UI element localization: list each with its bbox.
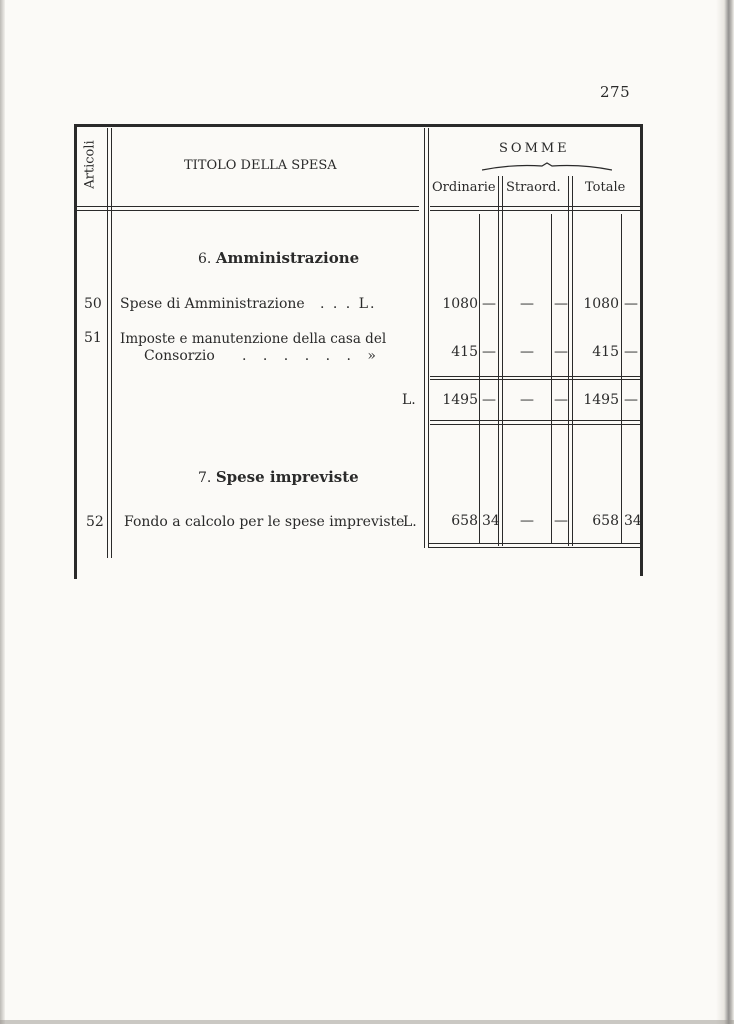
subtotal-straord: — [520,392,534,408]
page-edge-right [716,0,734,1024]
expense-title-line2: Consorzio [144,348,215,364]
table-top-rule [74,124,642,127]
section-number: 6. [198,251,212,267]
leader-dots: . . . L. [320,296,377,312]
straord-rule-a [568,176,569,546]
totale-value: 1080 [583,296,619,312]
subtotal-totale: 1495 [583,392,619,408]
straord-value: — [520,513,534,529]
subtotal-ordinarie-cent: — [482,392,496,408]
expense-table [74,124,644,576]
totale-cent: — [624,344,638,360]
header-rule-d [430,210,640,211]
ordinarie-value: 1080 [442,296,478,312]
section-title: Spese impreviste [215,468,359,486]
header-rule-a [77,206,419,207]
totale-header: Totale [585,180,626,195]
straord-value: — [520,296,534,312]
subtotal-straord-cent: — [554,392,568,408]
ordinarie-value: 415 [451,344,478,360]
section-end-rule-b [430,424,640,425]
leader-dots: L. [403,514,417,530]
articoli-header: Articoli [82,139,98,189]
articolo-number: 51 [84,330,102,346]
articolo-number: 50 [84,296,102,312]
page-number: 275 [600,83,631,101]
page-edge-bottom [0,1020,734,1024]
leader-dots: . . . . . . » [242,348,382,364]
page-edge-left [0,0,5,1024]
subtotal-ordinarie: 1495 [442,392,478,408]
straord-cent: — [554,344,568,360]
straord-cent: — [554,513,568,529]
section-heading-6 [198,249,359,267]
somme-rule-b [428,128,429,548]
somme-brace-icon [482,162,612,172]
titolo-header: TITOLO DELLA SPESA [184,158,337,173]
section-end-rule-a [430,420,640,421]
header-rule-c [430,206,640,207]
subtotal-rule-b [430,379,640,380]
somme-bottom-rule-a [428,543,640,544]
subtotal-rule-a [430,376,640,377]
ordinarie-cent: — [482,296,496,312]
ordinarie-cent: — [482,344,496,360]
somme-rule-a [424,128,425,548]
header-rule-b [77,210,419,211]
expense-title: Fondo a calcolo per le spese impreviste [124,514,405,530]
subtotal-totale-cent: — [624,392,638,408]
totale-value: 415 [592,344,619,360]
somme-header: SOMME [499,141,570,156]
subtotal-label: L. [402,392,416,408]
articoli-rule-b [111,128,112,558]
articoli-rule-a [107,128,108,558]
section-heading-7 [198,468,359,486]
somme-bottom-rule-b [428,547,640,548]
articolo-number: 52 [86,514,104,530]
straord-header: Straord. [506,180,561,195]
ordinarie-cent: 34 [482,513,500,529]
straord-value: — [520,344,534,360]
straord-rule-b [572,176,573,546]
table-right-rule [640,124,643,576]
totale-cent: — [624,296,638,312]
ordinarie-rule-a [498,176,499,546]
ordinarie-value: 658 [451,513,478,529]
straord-cent: — [554,296,568,312]
ordinarie-rule-b [502,176,503,546]
expense-title-line1: Imposte e manutenzione della casa del [120,331,387,347]
totale-value: 658 [592,513,619,529]
expense-title: Spese di Amministrazione [120,296,305,312]
ordinarie-header: Ordinarie [432,180,496,195]
totale-cent: 34 [624,513,642,529]
section-number: 7. [198,470,212,486]
section-title: Amministrazione [215,249,360,267]
